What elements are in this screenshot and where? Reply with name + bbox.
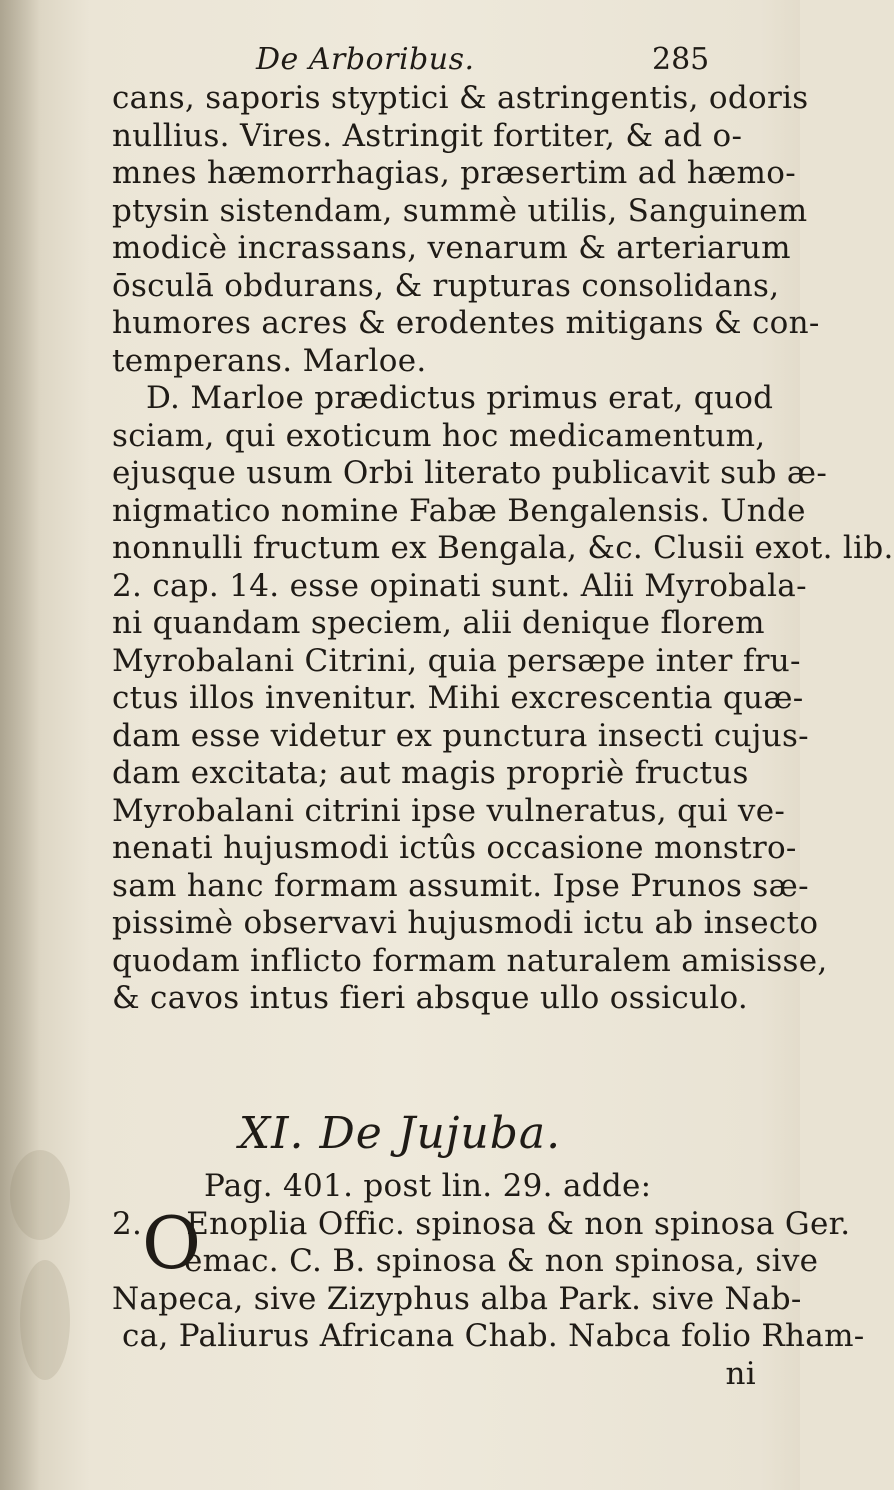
text-line: temperans. Marloe. xyxy=(112,342,427,379)
text-line: nonnulli fructum ex Bengala, &c. Clusii exot. lib. xyxy=(112,530,894,566)
text-line: ptysin sistendam, summè utilis, Sanguinem xyxy=(112,192,808,229)
page-header xyxy=(0,42,800,82)
text-line: Myrobalani Citrini, quia persæpe inter fru- xyxy=(112,642,801,679)
text-line: sam hanc formam assumit. Ipse Prunos sæ- xyxy=(112,867,809,904)
main-text-block xyxy=(112,80,894,1018)
text-line: D. Marloe prædictus primus erat, quod xyxy=(146,380,774,416)
section-text-block xyxy=(112,1168,865,1393)
text-line: ca, Paliurus Africana Chab. Nabca folio Rham- xyxy=(122,1318,865,1354)
text-line xyxy=(112,1205,851,1244)
text-line: mnes hæmorrhagias, præsertim ad hæmo- xyxy=(112,155,796,191)
text-line: ejusque usum Orbi literato publicavit sub æ- xyxy=(112,455,828,491)
text-line: Napeca, sive Zizyphus alba Park. sive Nab- xyxy=(112,1280,802,1317)
text-line: 2. cap. 14. esse opinati sunt. Alii Myrobala- xyxy=(112,567,807,604)
page-number: 285 xyxy=(652,42,710,77)
foxing-stain xyxy=(20,1260,70,1380)
text-line: ōsculā obdurans, & rupturas consolidans, xyxy=(112,267,780,304)
text-line: nigmatico nomine Fabæ Bengalensis. Unde xyxy=(112,492,806,529)
text-line: ni quandam speciem, alii denique florem xyxy=(112,605,765,641)
text-line: dam excitata; aut magis propriè fructus xyxy=(112,755,749,791)
text-line: dam esse videtur ex punctura insecti cujus- xyxy=(112,717,809,754)
text-line: & cavos intus fieri absque ullo ossiculo. xyxy=(112,980,749,1016)
text-line: nenati hujusmodi ictûs occasione monstro- xyxy=(112,830,797,866)
text-line: ctus illos invenitur. Mihi excrescentia quæ- xyxy=(112,680,804,716)
text-line: sciam, qui exoticum hoc medicamentum, xyxy=(112,417,766,454)
catchword: ni xyxy=(725,1355,756,1392)
text-line: nullius. Vires. Astringit fortiter, & ad o- xyxy=(112,117,743,154)
text-line: pissimè observavi hujusmodi ictu ab insecto xyxy=(112,905,819,941)
section-heading: XI. De Jujuba. xyxy=(238,1108,562,1159)
item-number: 2. xyxy=(112,1205,143,1242)
text-line: Myrobalani citrini ipse vulneratus, qui ve- xyxy=(112,792,786,829)
text-line: quodam inflicto formam naturalem amisisse, xyxy=(112,942,828,979)
text-line: emac. C. B. spinosa & non spinosa, sive xyxy=(184,1243,819,1279)
text-line-content: Enoplia Offic. spinosa & non spinosa Ger. xyxy=(186,1205,851,1242)
running-title: De Arboribus. xyxy=(256,42,475,77)
foxing-stain xyxy=(10,1150,70,1240)
drop-cap: O xyxy=(142,1201,202,1285)
text-line: cans, saporis styptici & astringentis, odoris xyxy=(112,80,809,116)
text-line: modicè incrassans, venarum & arteriarum xyxy=(112,230,791,266)
text-line: Pag. 401. post lin. 29. adde: xyxy=(204,1168,652,1204)
text-line: humores acres & erodentes mitigans & con- xyxy=(112,305,820,341)
